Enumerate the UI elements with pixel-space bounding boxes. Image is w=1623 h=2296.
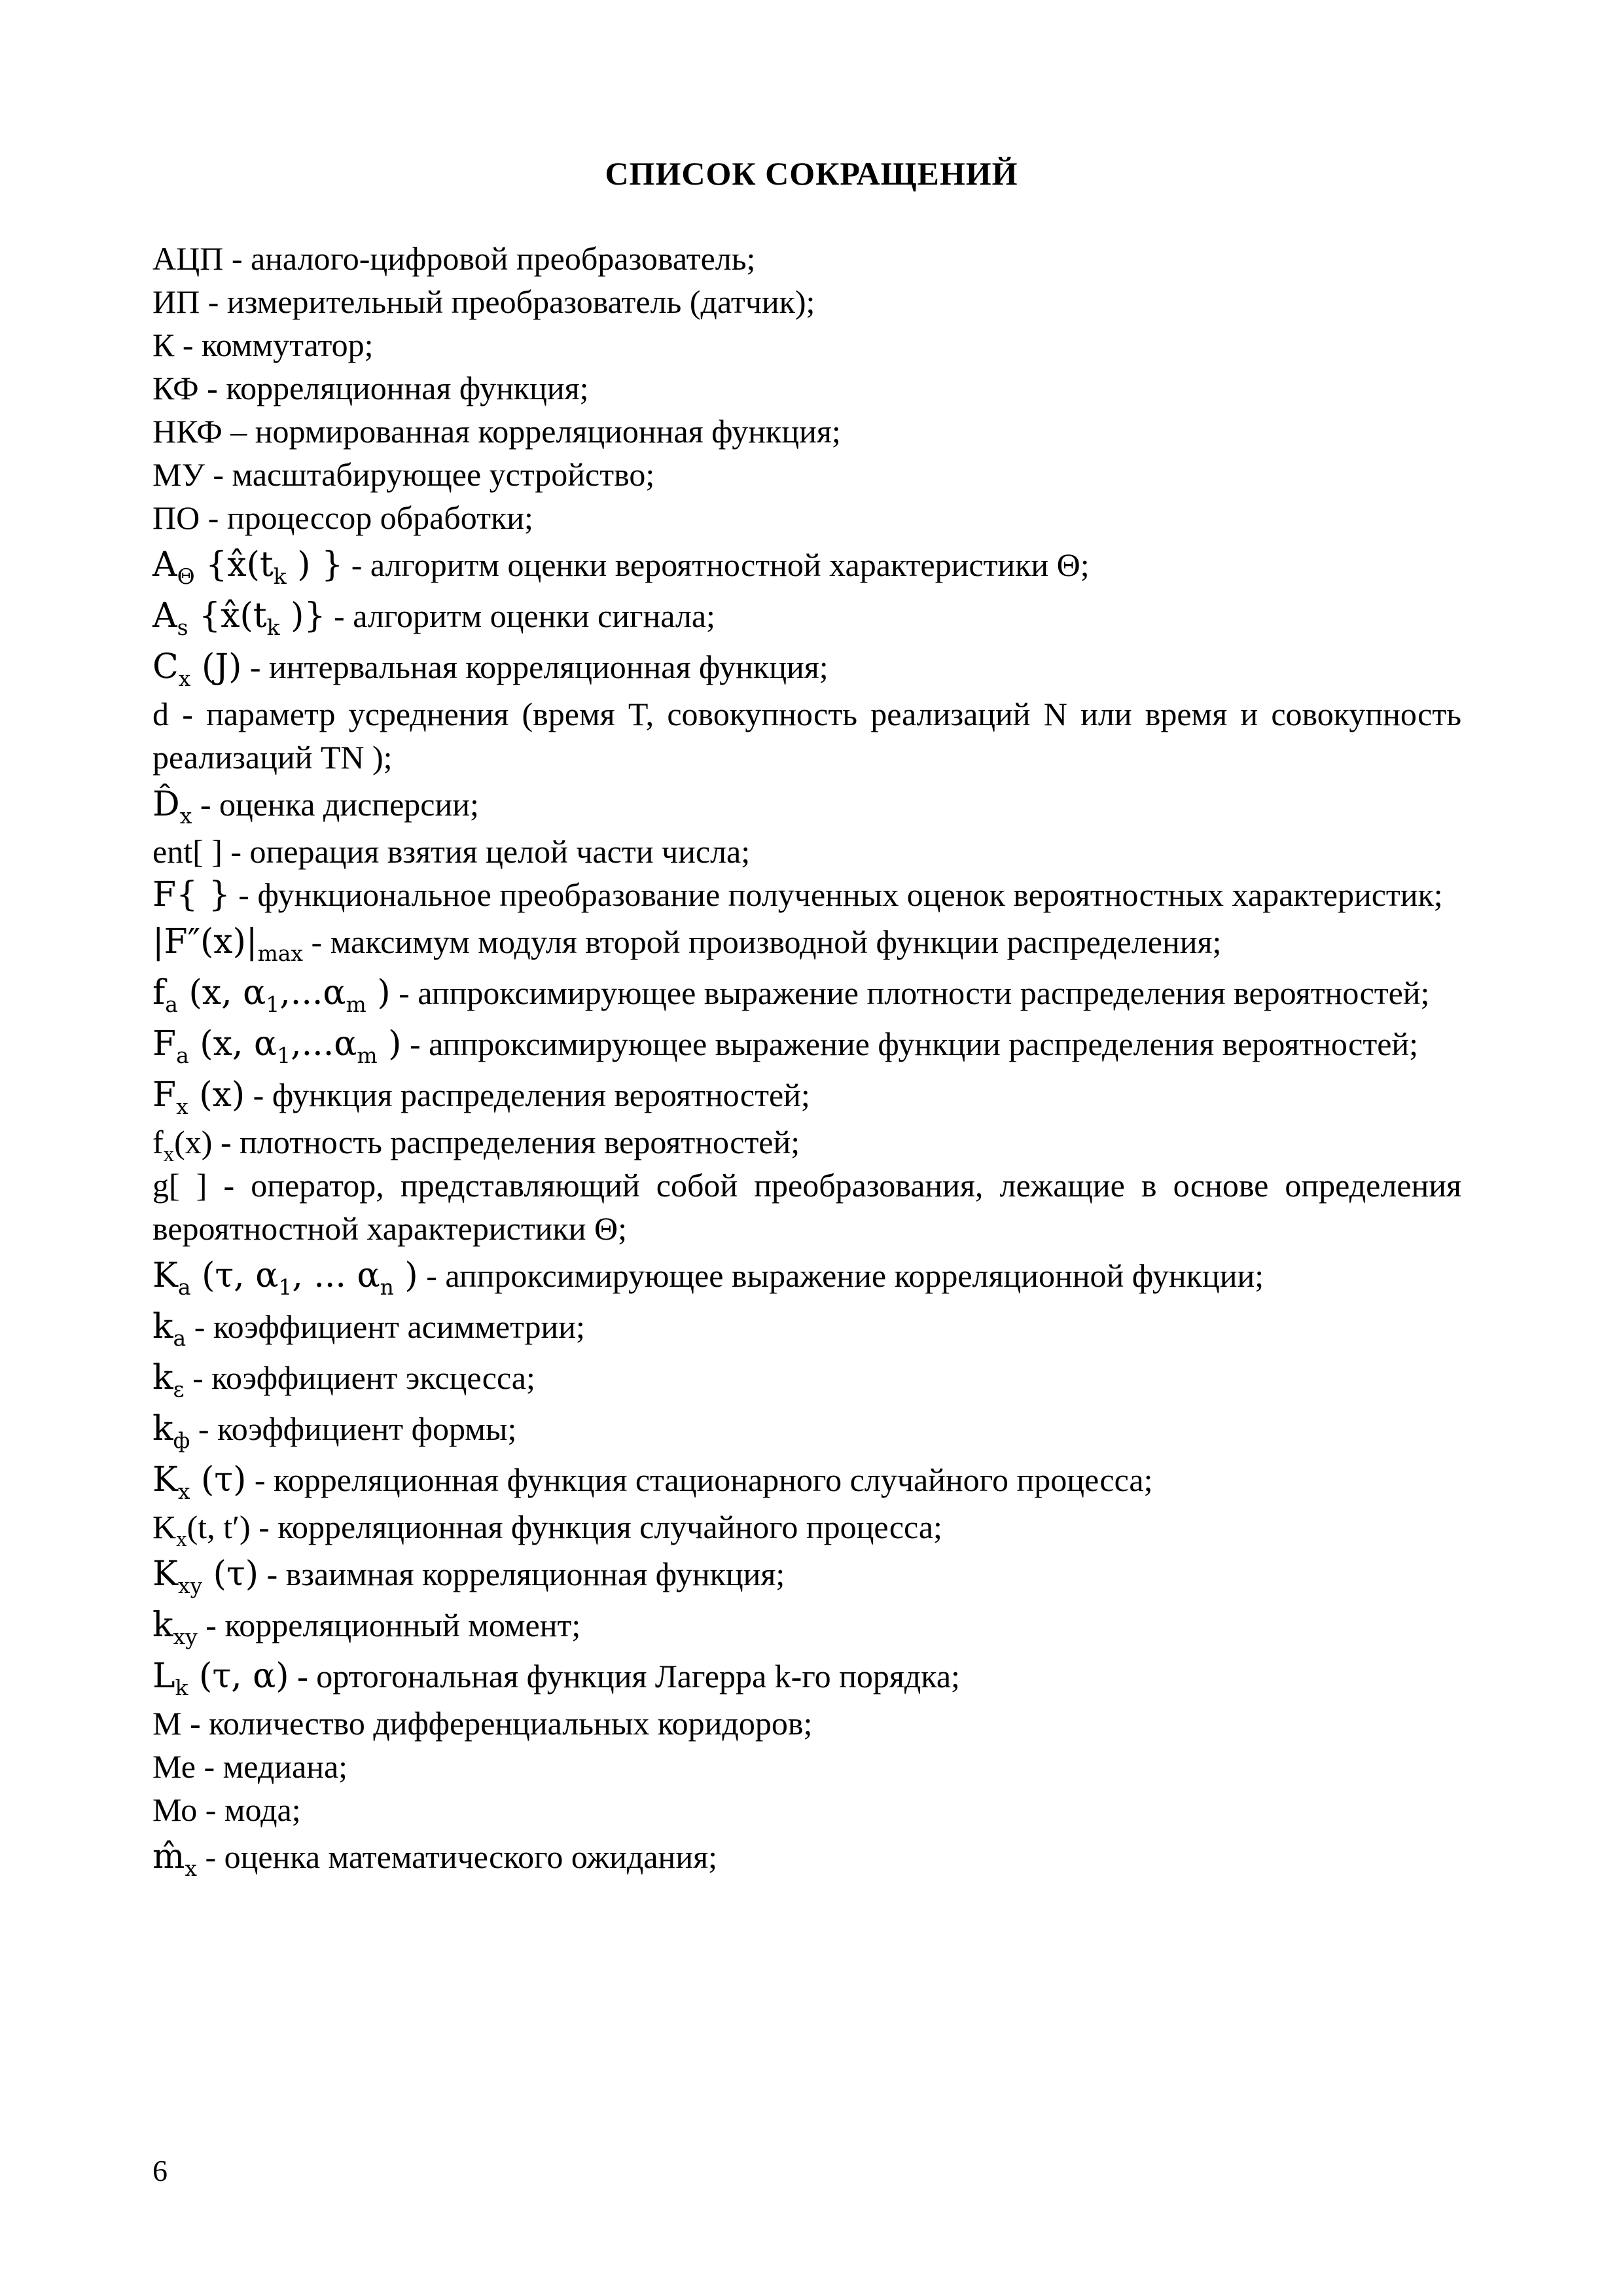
- page-title: СПИСОК СОКРАЩЕНИЙ: [605, 155, 1018, 192]
- formula-term: $A_s$ {$x̂(t_k$ )}: [152, 596, 326, 640]
- formula-term: $k_a$: [152, 1307, 187, 1351]
- formula-term: $D̂_x$: [152, 785, 192, 829]
- formula-term: $|F''(x)|_{max}$: [152, 922, 304, 966]
- formula-term: $m̂_x$: [152, 1837, 197, 1881]
- abbreviation-definition: функциональное преобразование полученных оценок вероятностных характеристик;: [257, 876, 1443, 913]
- formula-term: $C_x$ (J): [152, 647, 242, 691]
- formula-term: $f_x(x)$: [152, 1124, 213, 1166]
- abbreviation-definition: количество дифференциальных коридоров;: [209, 1705, 813, 1742]
- abbreviation-list: [152, 237, 1461, 1882]
- list-item: $C_x$ (J) - интервальная корреляционная функция;: [152, 647, 829, 691]
- list-item: $k_ф$ - коэффициент формы;: [152, 1409, 517, 1453]
- list-item: ent[ ] - операция взятия целой части числа;: [152, 833, 751, 870]
- abbreviation-term: ПО: [152, 499, 200, 536]
- list-item: НКФ – нормированная корреляционная функция;: [152, 413, 841, 450]
- list-item: КФ - корреляционная функция;: [152, 370, 589, 406]
- formula-term: $K_{xy}$ (τ): [152, 1554, 259, 1598]
- list-item: $m̂_x$ - оценка математического ожидания;: [152, 1837, 717, 1881]
- abbreviation-term: g[ ]: [152, 1167, 207, 1204]
- list-item: МУ - масштабирующее устройство;: [152, 456, 655, 493]
- abbreviation-term: d: [152, 696, 169, 732]
- list-item: АЦП - аналого-цифровой преобразователь;: [152, 240, 756, 277]
- abbreviation-term: М: [152, 1705, 182, 1742]
- abbreviation-definition: коэффициент асимметрии;: [213, 1308, 585, 1345]
- abbreviation-definition: аналого-цифровой преобразователь;: [250, 240, 756, 277]
- abbreviation-term: ИП: [152, 283, 200, 320]
- list-item: $K_x(t$, t′) - корреляционная функция случайного процесса;: [152, 1509, 942, 1551]
- abbreviation-definition: ортогональная функция Лагерра k-го порядка;: [316, 1658, 960, 1695]
- list-item: $|F''(x)|_{max}$ - максимум модуля второй производной функции распределения;: [152, 922, 1222, 966]
- abbreviation-definition: функция распределения вероятностей;: [272, 1077, 810, 1113]
- abbreviation-definition: интервальная корреляционная функция;: [269, 649, 829, 685]
- list-item: d - параметр усреднения (время T, совокупность реализаций N или время и совокупность реализаций TN );: [152, 696, 1461, 776]
- abbreviation-term: Ме: [152, 1748, 196, 1785]
- abbreviation-definition: коэффициент эксцесса;: [211, 1359, 535, 1396]
- abbreviation-definition: аппроксимирующее выражение функции распределения вероятностей;: [429, 1026, 1419, 1062]
- abbreviation-term: F{ }: [152, 875, 230, 914]
- list-item: $F_x$ (x) - функция распределения вероятностей;: [152, 1075, 810, 1119]
- list-item: $L_k$ (τ, α) - ортогональная функция Лагерра k-го порядка;: [152, 1657, 960, 1700]
- abbreviation-definition: оценка математического ожидания;: [224, 1839, 717, 1875]
- abbreviation-definition: аппроксимирующее выражение плотности распределения вероятностей;: [418, 975, 1430, 1011]
- abbreviation-definition: корреляционный момент;: [224, 1607, 581, 1643]
- abbreviation-definition: операция взятия целой части числа;: [249, 833, 751, 870]
- abbreviation-definition: алгоритм оценки сигнала;: [353, 598, 715, 634]
- abbreviation-definition: коэффициент формы;: [217, 1410, 517, 1447]
- list-item: $K_a$ (τ, $\alpha_1$, ... $\alpha_n$ ) - аппроксимирующее выражение корреляционной функции;: [152, 1256, 1264, 1300]
- abbreviation-definition: корреляционная функция стационарного случайного процесса;: [274, 1462, 1153, 1498]
- list-item: ПО - процессор обработки;: [152, 499, 533, 536]
- formula-term: $F_x$ (x): [152, 1075, 245, 1119]
- formula-term: $k_\varepsilon$: [152, 1358, 185, 1402]
- list-item: g[ ] - оператор, представляющий собой преобразования, лежащие в основе определения вероятностной характеристики Θ;: [152, 1167, 1461, 1247]
- formula-term: $K_x$ (τ): [152, 1460, 247, 1504]
- abbreviation-definition: оператор, представляющий собой преобразования, лежащие в основе определения вероятностной характеристики Θ;: [152, 1167, 1461, 1247]
- formula-term: $k_ф$: [152, 1409, 190, 1453]
- formula-term: $f_a$ (x, $\alpha_1,...\alpha_m$ ): [152, 973, 391, 1017]
- abbreviation-definition: коммутатор;: [202, 327, 374, 363]
- list-item: $k_a$ - коэффициент асимметрии;: [152, 1307, 585, 1351]
- abbreviation-term: КФ: [152, 370, 199, 406]
- list-item: Ме - медиана;: [152, 1748, 348, 1785]
- abbreviation-definition: мода;: [224, 1791, 301, 1828]
- abbreviation-definition: корреляционная функция случайного процесса;: [277, 1509, 942, 1545]
- list-item: М - количество дифференциальных коридоров;: [152, 1705, 813, 1742]
- list-item: $F_a$ (x, $\alpha_1,...\alpha_m$ ) - аппроксимирующее выражение функции распределения вероятностей;: [152, 1024, 1419, 1068]
- abbreviation-term: АЦП: [152, 240, 224, 277]
- abbreviation-term: К: [152, 327, 175, 363]
- abbreviation-definition: измерительный преобразователь (датчик);: [226, 283, 815, 320]
- abbreviation-definition: максимум модуля второй производной функции распределения;: [330, 924, 1222, 960]
- list-item: $A_\Theta$ {$x̂(t_k$ ) } - алгоритм оценки вероятностной характеристики Θ;: [152, 545, 1090, 589]
- abbreviation-definition: параметр усреднения (время T, совокупность реализаций N или время и совокупность реализаций TN );: [152, 696, 1461, 776]
- abbreviation-definition: нормированная корреляционная функция;: [255, 413, 841, 450]
- abbreviation-definition: медиана;: [223, 1748, 348, 1785]
- abbreviation-term: ent[ ]: [152, 833, 223, 870]
- list-item: $A_s$ {$x̂(t_k$ )} - алгоритм оценки сигнала;: [152, 596, 715, 640]
- formula-term: $A_\Theta$ {$x̂(t_k$ ) }: [152, 545, 344, 589]
- formula-term: $K_x(t$, t′): [152, 1509, 251, 1551]
- abbreviation-definition: масштабирующее устройство;: [232, 456, 655, 493]
- list-item: $f_x(x)$ - плотность распределения вероятностей;: [152, 1124, 800, 1166]
- abbreviation-term: МУ: [152, 456, 205, 493]
- abbreviation-definition: оценка дисперсии;: [219, 786, 479, 823]
- abbreviation-term: НКФ: [152, 413, 223, 450]
- abbreviation-definition: корреляционная функция;: [226, 370, 589, 406]
- abbreviation-definition: процессор обработки;: [226, 499, 533, 536]
- list-item: $K_x$ (τ) - корреляционная функция стационарного случайного процесса;: [152, 1460, 1153, 1504]
- formula-term: $L_k$ (τ, α): [152, 1657, 289, 1700]
- list-item: $k_{xy}$ - корреляционный момент;: [152, 1605, 581, 1649]
- list-item: $K_{xy}$ (τ) - взаимная корреляционная функция;: [152, 1554, 785, 1598]
- list-item: $D̂_x$ - оценка дисперсии;: [152, 785, 479, 829]
- list-item: $f_a$ (x, $\alpha_1,...\alpha_m$ ) - аппроксимирующее выражение плотности распределения вероятностей;: [152, 973, 1430, 1017]
- list-item: $k_\varepsilon$ - коэффициент эксцесса;: [152, 1358, 535, 1402]
- formula-term: $F_a$ (x, $\alpha_1,...\alpha_m$ ): [152, 1024, 402, 1068]
- list-item: F{ } - функциональное преобразование полученных оценок вероятностных характеристик;: [152, 875, 1443, 914]
- page-number: 6: [152, 2154, 168, 2187]
- abbreviation-definition: аппроксимирующее выражение корреляционной функции;: [445, 1257, 1264, 1294]
- list-item: ИП - измерительный преобразователь (датчик);: [152, 283, 815, 320]
- formula-term: $k_{xy}$: [152, 1605, 198, 1649]
- list-item: Мо - мода;: [152, 1791, 301, 1828]
- list-item: К - коммутатор;: [152, 327, 374, 363]
- abbreviation-definition: взаимная корреляционная функция;: [285, 1556, 785, 1592]
- abbreviation-definition: алгоритм оценки вероятностной характеристики Θ;: [370, 547, 1090, 583]
- formula-term: $K_a$ (τ, $\alpha_1$, ... $\alpha_n$ ): [152, 1256, 418, 1300]
- abbreviation-definition: плотность распределения вероятностей;: [240, 1124, 800, 1160]
- abbreviation-term: Мо: [152, 1791, 198, 1828]
